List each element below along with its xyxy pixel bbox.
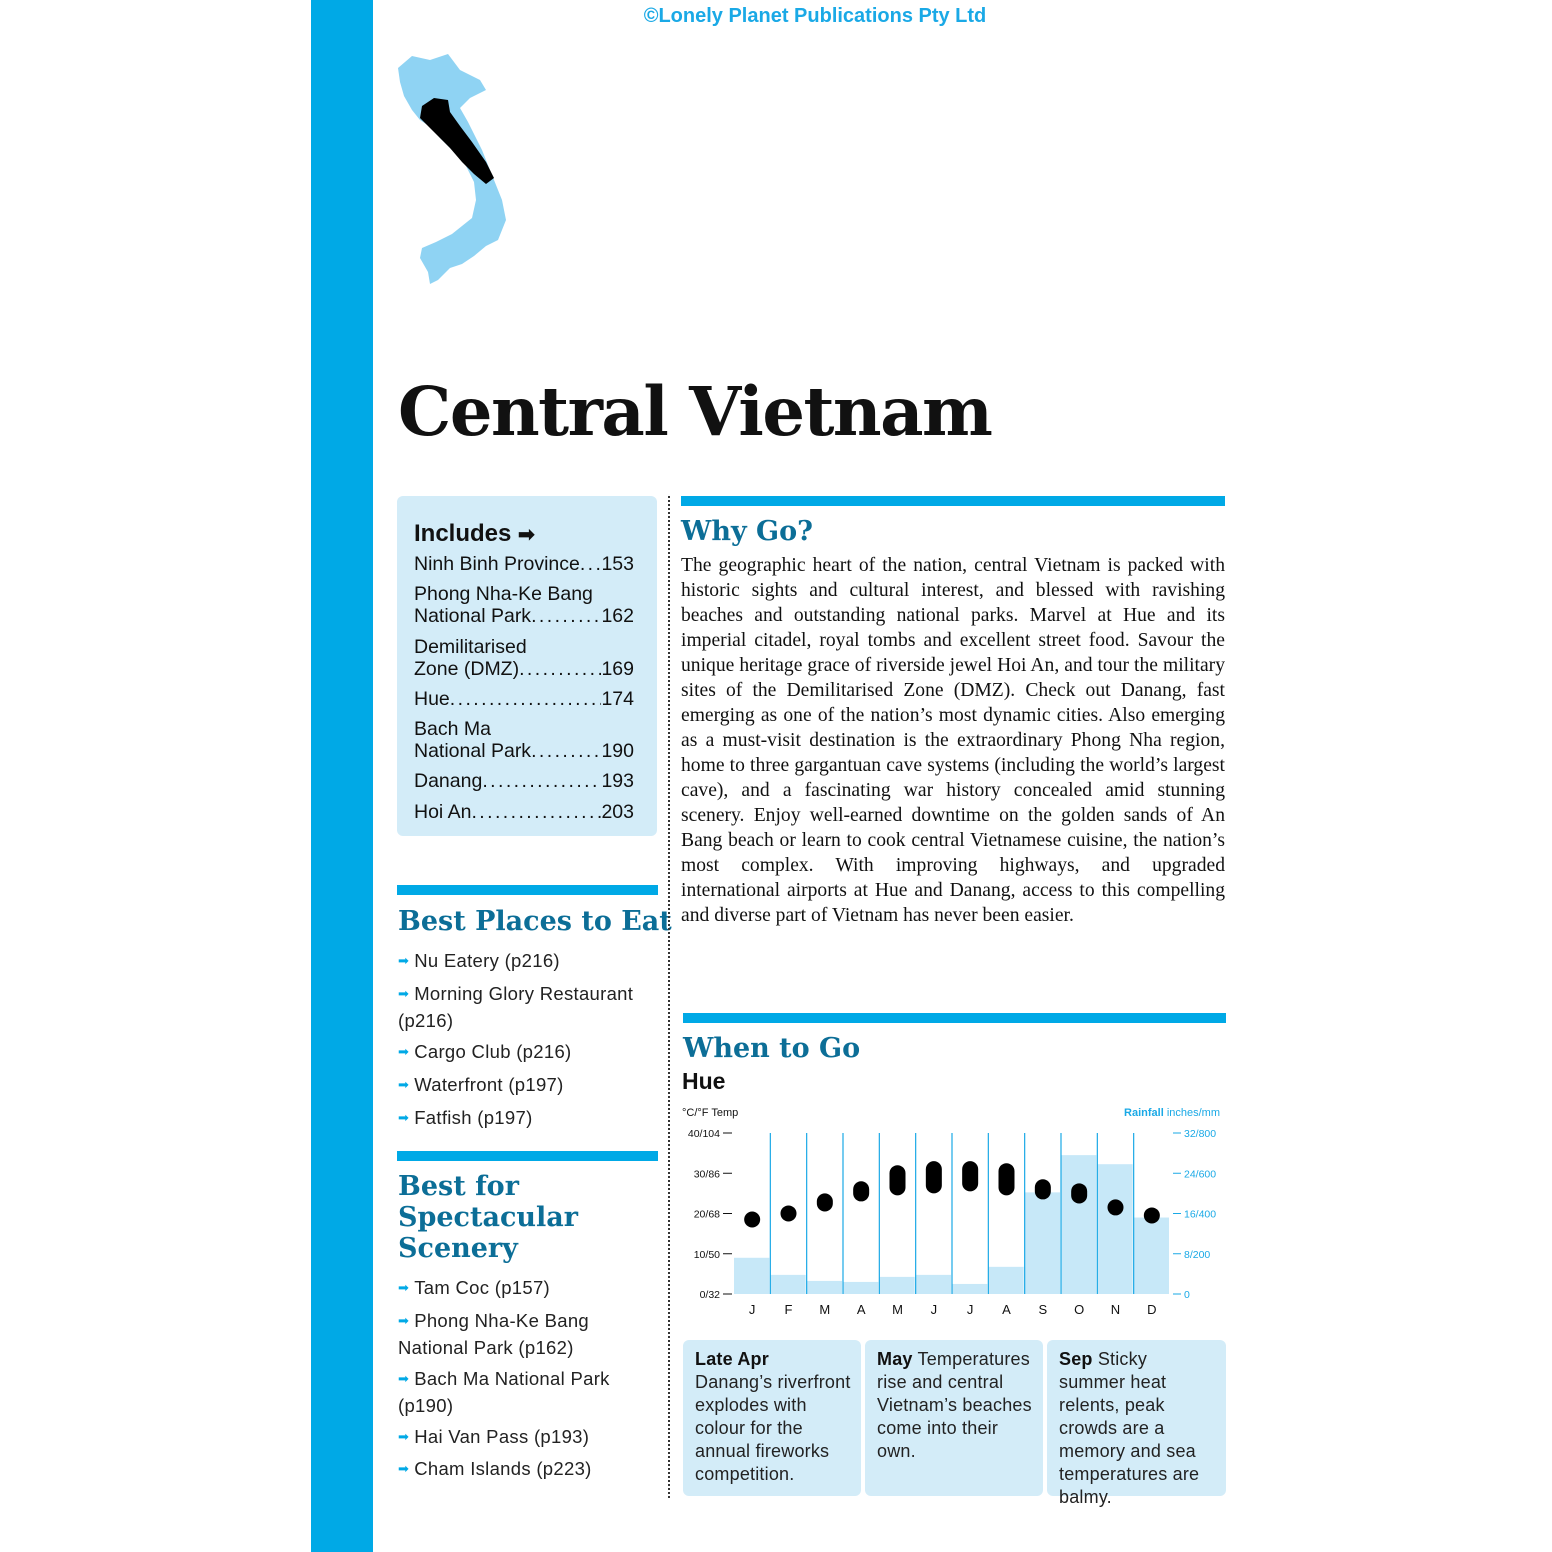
rain-bar (734, 1258, 769, 1294)
temp-range-bar (999, 1163, 1015, 1195)
includes-item-page: 162 (601, 605, 634, 627)
includes-item-name: Phong Nha-Ke Bang (414, 583, 593, 605)
section-divider-bar (397, 885, 658, 895)
list-item[interactable]: ➡ Waterfront (p197) (398, 1074, 564, 1095)
best-scenery-heading: Best for Spectacular Scenery (398, 1171, 579, 1264)
temp-range-bar (1144, 1207, 1160, 1223)
includes-item-page: 174 (601, 688, 634, 710)
page-title: Central Vietnam (398, 372, 992, 451)
includes-item-page: 193 (601, 770, 634, 792)
section-divider-bar (681, 496, 1225, 506)
temp-tick-label: 10/50 (693, 1248, 720, 1261)
rain-axis-label: Rainfall inches/mm (1124, 1107, 1220, 1119)
when-to-go-heading: When to Go (683, 1033, 861, 1064)
climate-chart (676, 1100, 1232, 1324)
section-divider-bar (397, 1151, 658, 1161)
city-label: Hue (682, 1068, 726, 1094)
includes-item-page: 203 (601, 801, 634, 823)
arrow-right-icon: ➡ (398, 1461, 410, 1476)
month-label: M (892, 1302, 903, 1317)
copyright-notice: ©Lonely Planet Publications Pty Ltd (643, 5, 987, 27)
list-item[interactable]: ➡ Bach Ma National Park (p190) (398, 1368, 610, 1416)
temp-range-bar (1035, 1179, 1051, 1199)
rain-bar (879, 1277, 914, 1294)
temp-tick-label: 20/68 (693, 1208, 720, 1221)
includes-item-name: Ninh Binh Province (414, 553, 580, 575)
month-label: D (1147, 1302, 1157, 1317)
includes-item-page: 153 (601, 553, 634, 575)
temp-range-bar (1071, 1183, 1087, 1203)
rain-bar (988, 1267, 1023, 1294)
temp-range-bar (1108, 1199, 1124, 1215)
rain-tick-label: 24/600 (1184, 1168, 1217, 1181)
includes-item-name: Danang (414, 770, 483, 792)
section-divider-bar (683, 1013, 1226, 1023)
vietnam-locator-map (390, 50, 520, 290)
arrow-right-icon: ➡ (398, 1371, 410, 1386)
month-label: A (1002, 1302, 1011, 1317)
arrow-right-icon: ➡ (398, 1313, 410, 1328)
season-card: Late Apr Danang’s riverfront explodes with colour for the annual fireworks competition. (683, 1340, 861, 1496)
includes-item[interactable] (414, 688, 634, 710)
arrow-right-icon: ➡ (398, 1280, 410, 1295)
rain-tick-label: 8/200 (1184, 1248, 1211, 1261)
why-go-heading: Why Go? (681, 516, 813, 547)
includes-item-name: National Park (414, 605, 532, 627)
temp-tick-label: 0/32 (699, 1289, 720, 1301)
month-label: S (1038, 1302, 1048, 1317)
includes-item[interactable] (414, 636, 634, 680)
season-card: Sep Sticky summer heat relents, peak crowds are a memory and sea temperatures are balmy. (1047, 1340, 1226, 1496)
month-label: O (1074, 1302, 1085, 1317)
arrow-right-icon: ➡ (398, 1044, 410, 1059)
list-item[interactable]: ➡ Phong Nha-Ke Bang National Park (p162) (398, 1310, 590, 1358)
temp-tick-label: 40/104 (687, 1128, 720, 1140)
includes-item[interactable] (414, 718, 634, 762)
vietnam-outline-light (398, 54, 506, 284)
includes-item[interactable] (414, 583, 634, 627)
includes-item-name: Demilitarised (414, 636, 527, 658)
rain-tick-label: 16/400 (1184, 1208, 1217, 1221)
rain-bar (1134, 1218, 1169, 1294)
sidebar-color-strip (311, 0, 373, 1552)
includes-item-page: 190 (601, 740, 634, 762)
arrow-right-icon: ➡ (398, 986, 410, 1001)
rain-bar (1061, 1155, 1096, 1294)
includes-item-name: Zone (DMZ) (414, 658, 520, 680)
month-label: N (1110, 1302, 1121, 1317)
temp-range-bar (817, 1193, 833, 1211)
best-eat-heading: Best Places to Eat (398, 906, 672, 937)
month-label: J (966, 1302, 974, 1317)
includes-item[interactable] (414, 553, 634, 575)
temp-range-bar (853, 1181, 869, 1201)
month-label: F (784, 1302, 793, 1317)
temp-range-bar (781, 1205, 797, 1221)
temp-range-bar (962, 1161, 978, 1191)
column-divider (668, 496, 670, 1498)
rain-bar (1097, 1164, 1132, 1294)
list-item[interactable]: ➡ Fatfish (p197) (398, 1107, 533, 1128)
rain-bar (952, 1284, 987, 1294)
includes-item[interactable] (414, 770, 634, 792)
arrow-right-icon: ➡ (398, 1077, 410, 1092)
list-item[interactable]: ➡ Tam Coc (p157) (398, 1277, 551, 1298)
includes-heading: Includes ➡ (414, 520, 535, 547)
season-card: May Temperatures rise and central Vietnam’s beaches come into their own. (865, 1340, 1043, 1496)
includes-item[interactable] (414, 801, 634, 823)
list-item[interactable]: ➡ Hai Van Pass (p193) (398, 1426, 590, 1447)
list-item[interactable]: ➡ Nu Eatery (p216) (398, 950, 560, 971)
month-label: A (856, 1302, 866, 1317)
rain-bar (770, 1275, 805, 1294)
rain-bar (807, 1281, 842, 1294)
temp-axis-label: °C/°F Temp (682, 1107, 739, 1119)
temp-tick-label: 30/86 (693, 1168, 720, 1181)
temp-range-bar (926, 1161, 942, 1193)
rain-tick-label: 0 (1184, 1289, 1190, 1301)
temp-range-bar (744, 1211, 760, 1227)
arrow-right-icon: ➡ (398, 953, 410, 968)
includes-item-name: Hue (414, 688, 450, 710)
list-item[interactable]: ➡ Cham Islands (p223) (398, 1458, 592, 1479)
arrow-right-icon: ➡ (398, 1110, 410, 1125)
month-label: M (819, 1302, 831, 1317)
rain-tick-label: 32/800 (1184, 1128, 1217, 1140)
rain-bar (843, 1282, 878, 1294)
arrow-right-icon: ➡ (518, 524, 535, 546)
includes-item-name: Bach Ma (414, 718, 491, 740)
list-item[interactable]: ➡ Cargo Club (p216) (398, 1041, 572, 1062)
list-item[interactable]: ➡ Morning Glory Restaurant (p216) (398, 983, 634, 1031)
includes-item-page: 169 (601, 658, 634, 680)
includes-item-name: Hoi An (414, 801, 472, 823)
why-go-body: The geographic heart of the nation, central Vietnam is packed with historic sights and cultural interest, and blessed with ravishing beaches and outstanding national parks. Marvel at Hue and its imperial citadel, royal tombs and excellent street food. Savour the unique heritage grace of riverside jewel Hoi An, and tour the military sites of the Demilitarised Zone (DMZ). Check out Danang, fast emerging as one of the nation’s most dynamic cities. Also emerging as a must-visit destination is the extraordinary Phong Nha region, home to three gargantuan cave systems (including the world’s largest cave), and a fascinating war history concealed amid stunning scenery. Enjoy well-earned downtime on the golden sands of An Bang beach or learn to cook central Vietnamese cuisine, the nation’s most complex. With improving highways, and upgraded international airports at Hue and Danang, access to this compelling and diverse part of Vietnam has never been easier. (681, 555, 1225, 926)
rain-bar (916, 1275, 951, 1294)
rain-bar (1025, 1192, 1060, 1294)
includes-item-name: National Park (414, 740, 532, 762)
temp-range-bar (890, 1165, 906, 1195)
arrow-right-icon: ➡ (398, 1429, 410, 1444)
month-label: J (748, 1302, 756, 1317)
month-label: J (930, 1302, 938, 1317)
